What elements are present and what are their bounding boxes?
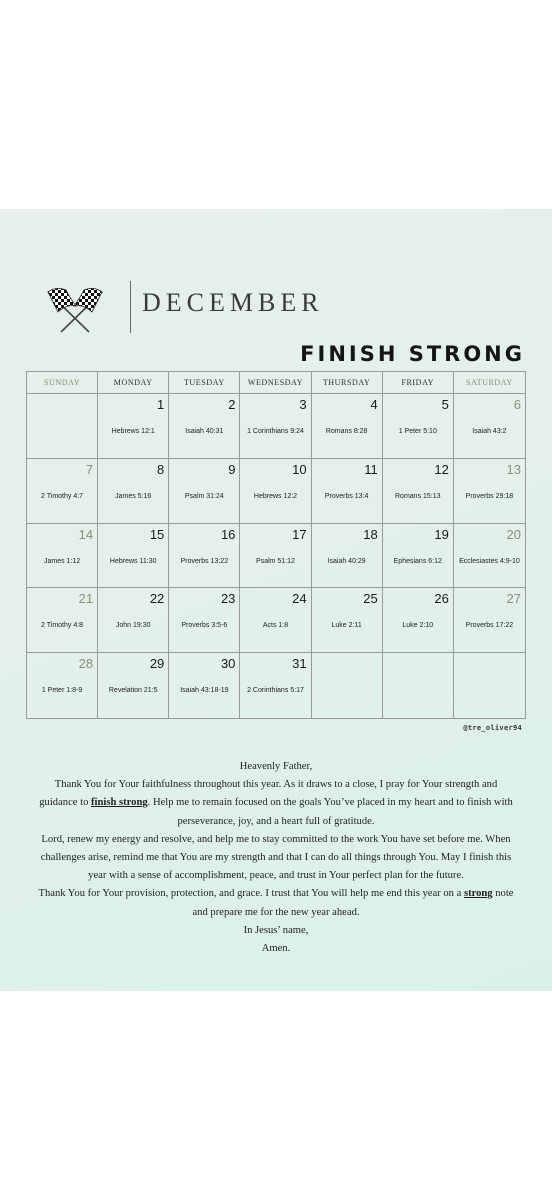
scripture-reference: 1 Peter 1:8-9 bbox=[41, 687, 83, 695]
day-number: 9 bbox=[228, 461, 236, 477]
scripture-reference: Luke 2:10 bbox=[402, 622, 434, 630]
weekday-header: THURSDAY bbox=[312, 372, 383, 394]
calendar-grid bbox=[26, 371, 526, 719]
day-number: 16 bbox=[220, 526, 236, 542]
calendar-day-cell bbox=[98, 394, 169, 459]
day-number: 24 bbox=[292, 591, 307, 607]
scripture-reference: Proverbs 17:22 bbox=[465, 622, 514, 630]
scripture-reference: Isaiah 43:18-19 bbox=[180, 687, 229, 695]
calendar-day-cell bbox=[454, 394, 525, 459]
day-number: 15 bbox=[149, 526, 165, 542]
social-handle: @tre_oliver94 bbox=[463, 724, 522, 732]
scripture-reference: Proverbs 13:22 bbox=[180, 557, 229, 565]
scripture-reference: Ephesians 6:12 bbox=[393, 557, 442, 565]
calendar-day-cell bbox=[169, 653, 240, 718]
day-number: 31 bbox=[292, 656, 307, 672]
scripture-reference: John 19:30 bbox=[115, 622, 151, 630]
scripture-reference: Revelation 21:5 bbox=[108, 687, 158, 695]
weekday-header: MONDAY bbox=[98, 372, 169, 394]
calendar-theme-title: FINISH STRONG bbox=[300, 342, 525, 366]
prayer-closing: In Jesus’ name, bbox=[243, 924, 309, 936]
calendar-day-cell bbox=[98, 524, 169, 589]
prayer-text bbox=[36, 758, 516, 958]
prayer-emphasis: finish strong bbox=[91, 797, 148, 809]
calendar-day-cell bbox=[383, 459, 454, 524]
scripture-reference: Psalm 31:24 bbox=[184, 492, 224, 500]
scripture-reference: James 1:12 bbox=[43, 557, 81, 565]
scripture-reference: 2 Timothy 4:8 bbox=[41, 622, 84, 630]
prayer-text-span: . Help me to remain focused on the goals You’ve placed in my heart and to finish with perseverance, joy, and a heart full of gratitude. bbox=[147, 797, 513, 827]
day-number: 25 bbox=[363, 591, 378, 607]
calendar-day-cell bbox=[27, 588, 98, 653]
calendar-day-cell bbox=[240, 394, 311, 459]
prayer-amen: Amen. bbox=[261, 943, 291, 955]
scripture-reference: Proverbs 13:4 bbox=[324, 492, 369, 500]
scripture-reference: Ecclesiastes 4:9-10 bbox=[459, 557, 520, 565]
day-number: 4 bbox=[370, 397, 378, 412]
calendar-day-cell bbox=[312, 394, 383, 459]
day-number: 28 bbox=[78, 656, 94, 672]
scripture-reference: Isaiah 43:2 bbox=[472, 428, 507, 435]
calendar-day-cell bbox=[27, 524, 98, 589]
scripture-reference: Hebrews 12:2 bbox=[253, 492, 298, 500]
calendar-day-cell bbox=[312, 524, 383, 589]
calendar-day-cell bbox=[383, 524, 454, 589]
day-number: 22 bbox=[149, 591, 165, 607]
day-number: 8 bbox=[157, 461, 165, 477]
calendar-day-cell bbox=[169, 588, 240, 653]
weekday-header: WEDNESDAY bbox=[240, 372, 311, 394]
calendar-day-cell bbox=[383, 394, 454, 459]
calendar-day-cell bbox=[169, 394, 240, 459]
calendar-day-cell bbox=[169, 459, 240, 524]
day-number: 20 bbox=[506, 526, 521, 542]
day-number: 5 bbox=[441, 397, 449, 412]
calendar-day-cell bbox=[454, 588, 525, 653]
day-number: 6 bbox=[513, 397, 521, 412]
calendar-day-cell bbox=[98, 459, 169, 524]
scripture-reference: 1 Corinthians 9:24 bbox=[247, 428, 304, 435]
scripture-reference: Romans 15:13 bbox=[395, 492, 441, 500]
scripture-reference: 2 Timothy 4:7 bbox=[41, 492, 84, 500]
day-number: 23 bbox=[220, 591, 236, 607]
scripture-reference: Hebrews 12:1 bbox=[111, 428, 155, 435]
day-number: 30 bbox=[220, 656, 236, 672]
weekday-header: SUNDAY bbox=[27, 372, 98, 394]
day-number: 11 bbox=[364, 461, 378, 477]
scripture-reference: Acts 1:8 bbox=[262, 622, 289, 630]
calendar-day-cell bbox=[27, 459, 98, 524]
calendar-day-cell bbox=[383, 588, 454, 653]
prayer-paragraph-2: Lord, renew my energy and resolve, and help me to stay committed to the work You have set before me. When challenges arise, remind me that You are my strength and that I can do all things through You. May I finish this year with a sense of accomplishment, peace, and trust in Your perfect plan for the future. bbox=[40, 833, 512, 882]
day-number: 12 bbox=[434, 461, 449, 477]
prayer-text-span: note and prepare me for the new year ahead. bbox=[192, 888, 514, 918]
day-number: 14 bbox=[78, 526, 94, 542]
calendar-day-cell bbox=[312, 588, 383, 653]
scripture-reference: Proverbs 29:18 bbox=[465, 492, 514, 500]
day-number: 21 bbox=[78, 591, 94, 607]
day-number: 18 bbox=[363, 526, 378, 542]
header-divider bbox=[130, 281, 131, 333]
day-number: 3 bbox=[299, 397, 307, 412]
weekday-header: TUESDAY bbox=[169, 372, 240, 394]
scripture-reference: James 5:16 bbox=[115, 492, 152, 500]
day-number: 17 bbox=[292, 526, 307, 542]
day-number: 19 bbox=[434, 526, 449, 542]
prayer-text-span: Thank You for Your faithfulness throughout this year. As it draws to a close, I pray for Your strength and guidance to bbox=[39, 779, 498, 809]
scripture-reference: 2 Corinthians 5:17 bbox=[247, 687, 304, 695]
calendar-day-cell bbox=[169, 524, 240, 589]
day-number: 7 bbox=[85, 461, 94, 477]
calendar-day-cell bbox=[454, 459, 525, 524]
prayer-paragraph-1 bbox=[36, 776, 516, 831]
calendar-empty-cell bbox=[383, 653, 454, 718]
calendar-empty-cell bbox=[27, 394, 98, 459]
day-number: 27 bbox=[506, 591, 521, 607]
calendar-day-cell bbox=[240, 653, 311, 718]
scripture-reference: Hebrews 11:30 bbox=[109, 557, 157, 565]
day-number: 13 bbox=[506, 461, 521, 477]
calendar-day-cell bbox=[98, 653, 169, 718]
calendar-day-cell bbox=[240, 459, 311, 524]
calendar-day-cell bbox=[240, 524, 311, 589]
scripture-reference: Isaiah 40:31 bbox=[185, 428, 224, 435]
calendar-day-cell bbox=[98, 588, 169, 653]
calendar-day-cell bbox=[454, 524, 525, 589]
day-number: 10 bbox=[292, 461, 307, 477]
prayer-paragraph-3 bbox=[36, 885, 516, 921]
prayer-text-span: Thank You for Your provision, protection, and grace. I trust that You will help me end this year on a bbox=[38, 888, 464, 900]
weekday-header: SATURDAY bbox=[454, 372, 525, 394]
calendar-day-cell bbox=[240, 588, 311, 653]
day-number: 29 bbox=[149, 656, 165, 672]
scripture-reference: 1 Peter 5:10 bbox=[398, 428, 437, 435]
day-number: 1 bbox=[157, 397, 165, 412]
scripture-reference: Romans 8:28 bbox=[325, 428, 368, 435]
scripture-reference: Isaiah 40:29 bbox=[327, 557, 366, 565]
prayer-greeting: Heavenly Father, bbox=[239, 761, 313, 772]
calendar-day-cell bbox=[312, 459, 383, 524]
day-number: 2 bbox=[228, 397, 236, 412]
weekday-header: FRIDAY bbox=[383, 372, 454, 394]
calendar-empty-cell bbox=[454, 653, 525, 718]
prayer-emphasis: strong bbox=[463, 888, 493, 900]
scripture-reference: Psalm 51:12 bbox=[256, 557, 295, 565]
scripture-reference: Luke 2:11 bbox=[331, 622, 362, 630]
day-number: 26 bbox=[434, 591, 449, 607]
calendar-empty-cell bbox=[312, 653, 383, 718]
month-title: DECEMBER bbox=[142, 288, 324, 317]
calendar-day-cell bbox=[27, 653, 98, 718]
scripture-reference: Proverbs 3:5-6 bbox=[181, 622, 228, 630]
checkered-flags-icon bbox=[34, 284, 116, 334]
